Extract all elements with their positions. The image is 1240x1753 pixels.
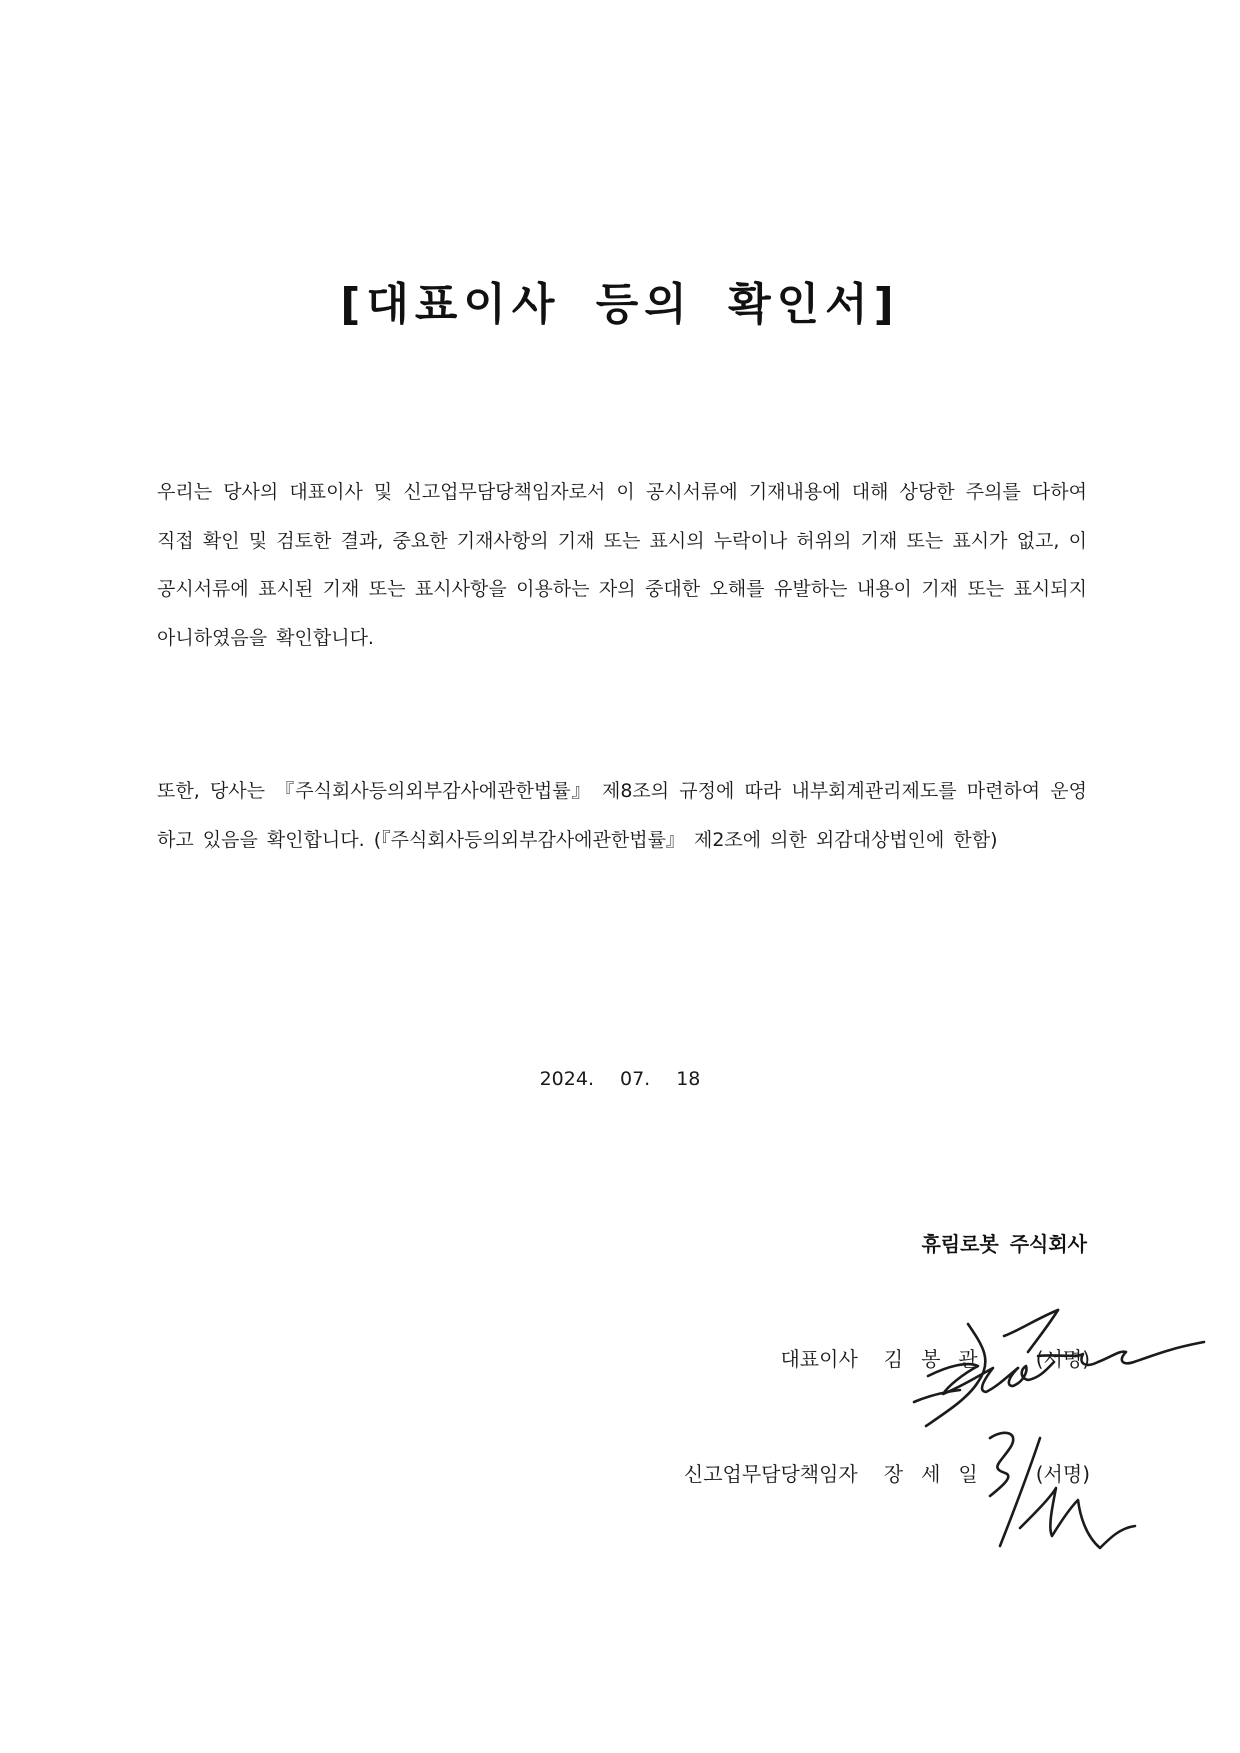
officer-name-char: 장 (883, 1462, 904, 1486)
disclosure-officer-signature-line (684, 1458, 1090, 1487)
date-day: 18 (676, 1068, 701, 1090)
disclosure-officer-role-label: 신고업무담당책임자 (683, 1462, 858, 1486)
ceo-role-label: 대표이사 (780, 1347, 858, 1371)
officer-name-char: 일 (958, 1462, 978, 1486)
confirmation-paragraph: 우리는 당사의 대표이사 및 신고업무담당책임자로서 이 공시서류에 기재내용에 대해 상당한 주의를 다하여 직접 확인 및 검토한 결과, 중요한 기재사항의 기재 또는 표시의 누락이나 허위의 기재 또는 표시가 없고, 이 공시서류에 표시된 기재 또는 표시사항을 이용하는 자의 중대한 오해를 유발하는 내용이 기재 또는 표시되지 아니하였음을 확인합니다. (157, 481, 1087, 649)
document-title: [대표이사 등의 확인서] (340, 279, 900, 330)
disclosure-officer-name (884, 1462, 996, 1486)
ceo-name-char: 김 (883, 1347, 904, 1371)
ceo-name-char: 봉 (921, 1347, 941, 1371)
internal-control-paragraph: 또한, 당사는 『주식회사등의외부감사에관한법률』 제8조의 규정에 따라 내부회계관리제도를 마련하여 운영하고 있음을 확인합니다. (『주식회사등의외부감사에관한법률』 제2조에 의한 외감대상법인에 한함) (157, 780, 1087, 851)
company-name: 휴림로봇 주식회사 (921, 1232, 1087, 1256)
officer-name-char: 세 (921, 1462, 941, 1486)
ceo-name-char: 관 (958, 1347, 978, 1371)
officer-handwritten-signature (960, 1418, 1170, 1558)
officer-signature-mark: (서명) (1035, 1462, 1090, 1486)
ceo-name (884, 1347, 996, 1371)
document-date (0, 1068, 1240, 1090)
ceo-signature-mark: (서명) (1035, 1347, 1090, 1371)
ceo-signature-line (780, 1343, 1090, 1372)
date-year: 2024. (539, 1068, 594, 1090)
date-month: 07. (620, 1068, 651, 1090)
